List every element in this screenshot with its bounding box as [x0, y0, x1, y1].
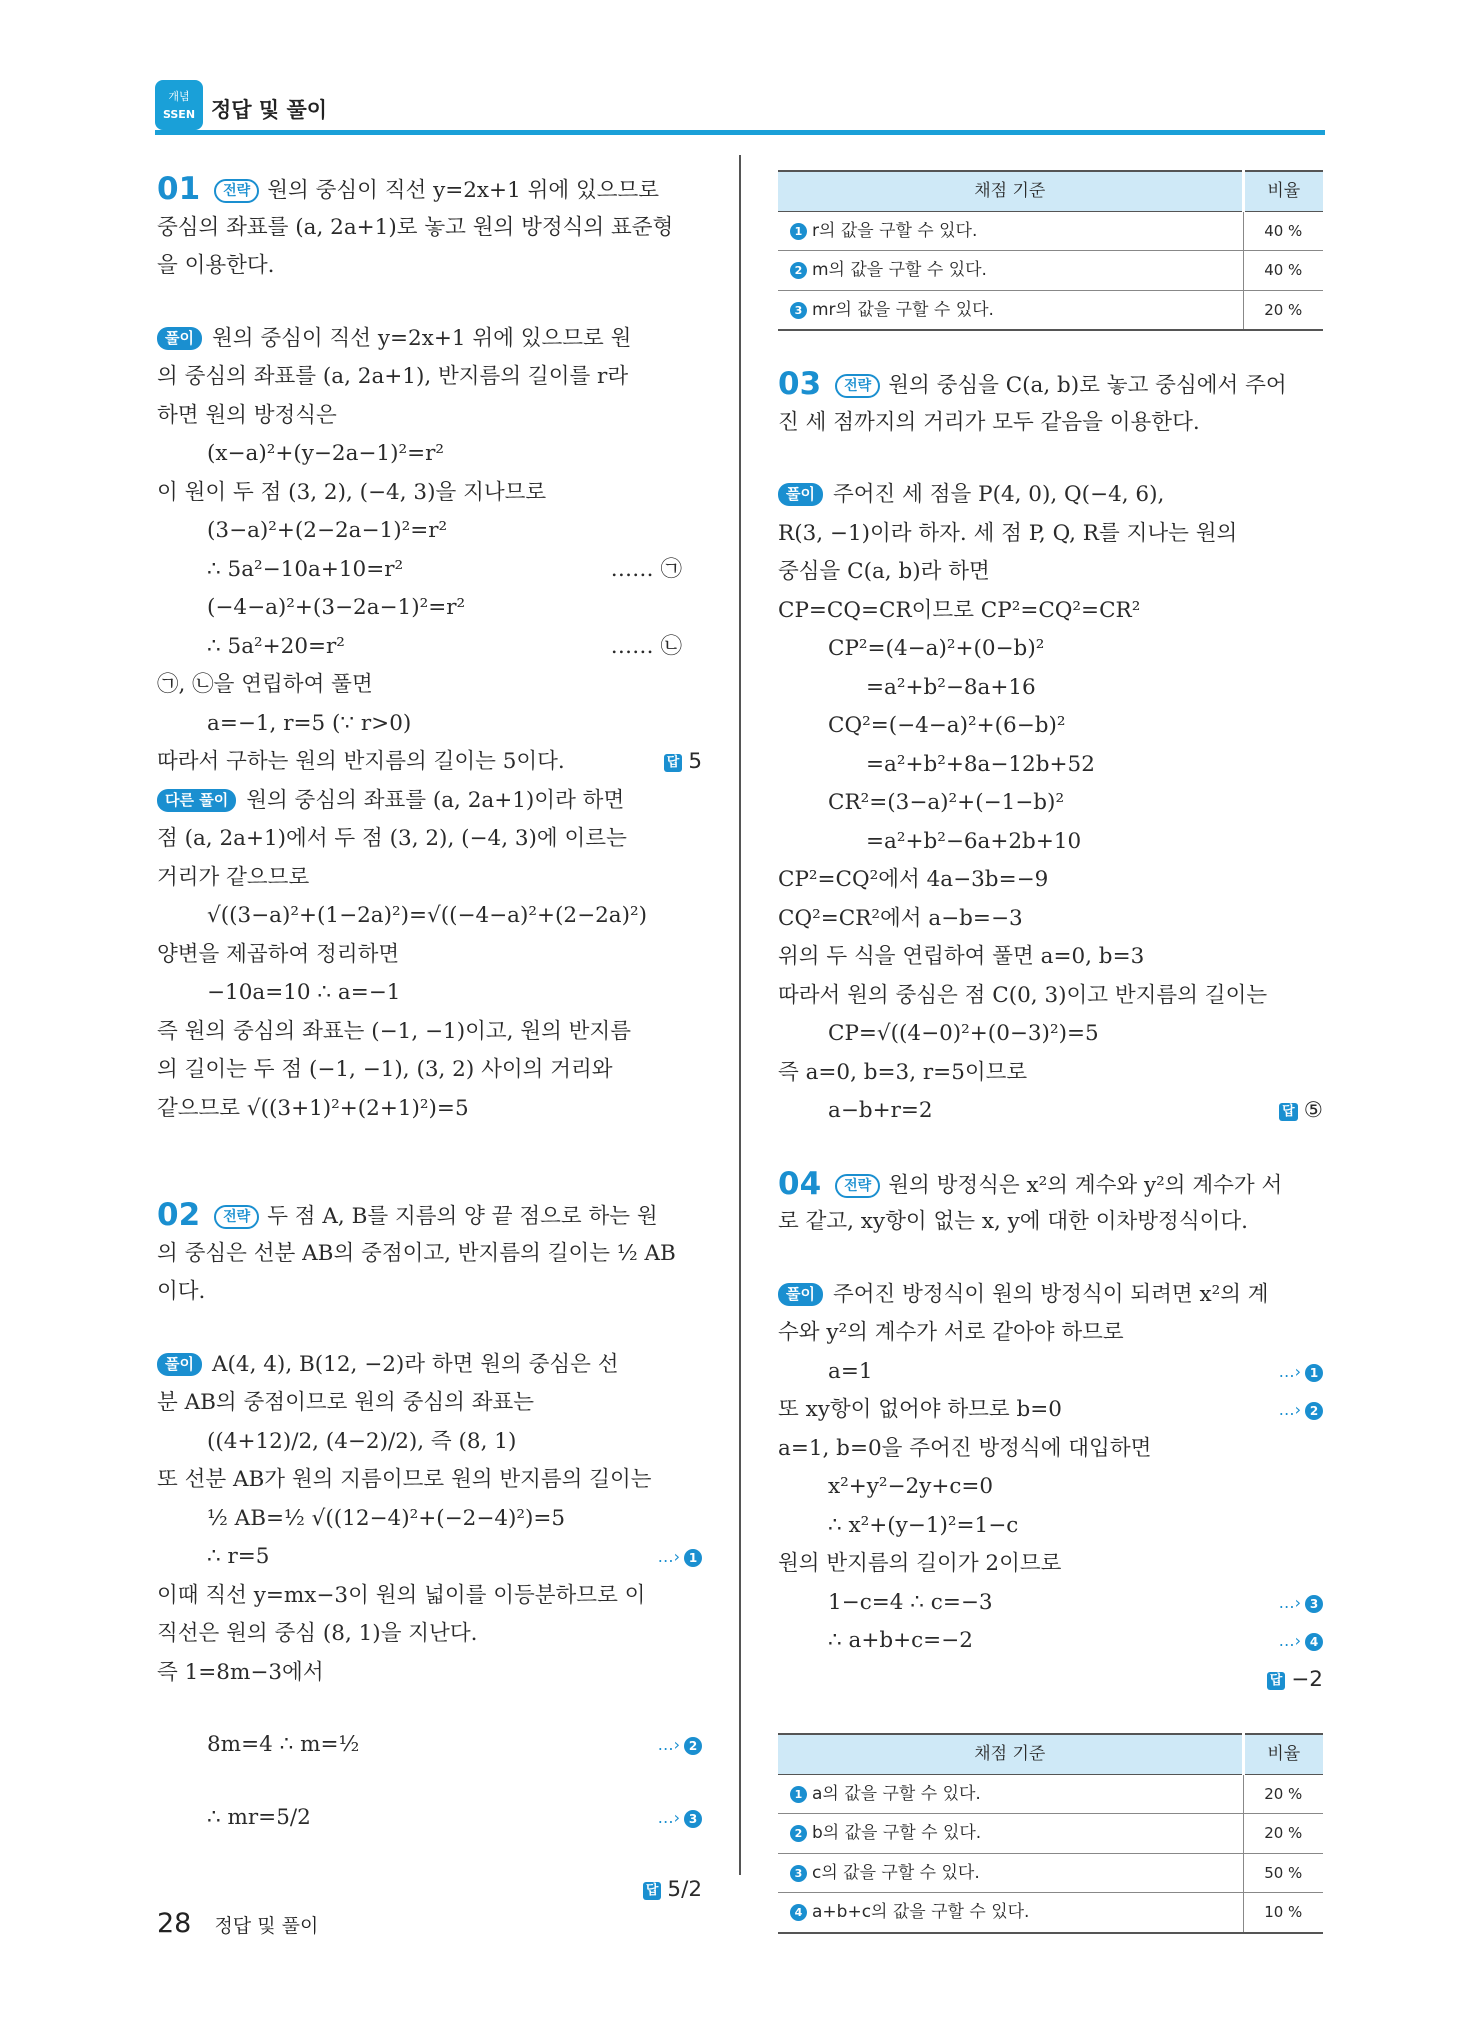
- criteria-text: c의 값을 구할 수 있다.: [812, 1862, 980, 1883]
- line-text: 의 중심은 선분 AB의 중점이고, 반지름의 길이는 ½ AB: [157, 1240, 676, 1266]
- text-line: [778, 1661, 1323, 1700]
- text-line: [778, 669, 1323, 708]
- text-line: [778, 1054, 1323, 1093]
- line-text: a−b+r=2: [828, 1098, 933, 1123]
- step-arrow: …›: [1278, 1592, 1301, 1612]
- step-marker: [1279, 1622, 1323, 1661]
- grading-row: [778, 1893, 1323, 1933]
- line-text: 따라서 구하는 원의 반지름의 길이는 5이다.: [157, 749, 565, 774]
- line-text: =a²+b²−6a+2b+10: [866, 828, 1082, 854]
- strategy-badge: 전략: [214, 1205, 259, 1229]
- line-text: 이 원이 두 점 (3, 2), (−4, 3)을 지나므로: [157, 479, 547, 505]
- spacer: [157, 1692, 702, 1726]
- line-text: ∴ mr=5/2: [207, 1804, 311, 1830]
- text-line: [157, 1871, 702, 1910]
- text-line: [157, 1615, 702, 1654]
- text-line: [157, 209, 702, 248]
- answer-badge: 답: [1267, 1672, 1286, 1690]
- line-text: x²+y²−2y+c=0: [828, 1474, 994, 1499]
- text-line: [778, 823, 1323, 862]
- step-number-badge: 3: [790, 1865, 807, 1882]
- line-text: 을 이용한다.: [157, 253, 275, 278]
- spacer: [778, 1242, 1323, 1276]
- line-text: 하면 원의 방정식은: [157, 402, 337, 428]
- line-text: ∴ x²+(y−1)²=1−c: [828, 1512, 1019, 1538]
- text-line: [157, 1051, 702, 1090]
- line-text: 원의 반지름의 길이가 2이므로: [778, 1551, 1062, 1576]
- text-line: [157, 820, 702, 859]
- text-line: [157, 1577, 702, 1616]
- line-text: CP=√((4−0)²+(0−3)²)=5: [828, 1021, 1099, 1046]
- problem-number: 03: [778, 366, 822, 402]
- spacer: [157, 1765, 702, 1799]
- text-line: [157, 1090, 702, 1129]
- text-line: [778, 1545, 1323, 1584]
- line-text: R(3, −1)이라 하자. 세 점 P, Q, R를 지나는 원의: [778, 520, 1238, 546]
- text-line: [157, 666, 702, 705]
- text-line: [778, 1165, 1323, 1204]
- text-line: [778, 1015, 1323, 1054]
- text-line: [778, 365, 1323, 404]
- text-line: [778, 1622, 1323, 1661]
- equation-ref: …… ㉠: [610, 556, 682, 582]
- answer: [664, 743, 702, 782]
- line-text: 주어진 세 점을 P(4, 0), Q(−4, 6),: [832, 482, 1165, 507]
- answer: [1267, 1661, 1323, 1700]
- line-text: 로 같고, xy항이 없는 x, y에 대한 이차방정식이다.: [778, 1209, 1248, 1234]
- grading-row: [778, 1853, 1323, 1893]
- grading-ratio: 20 %: [1243, 1774, 1323, 1814]
- step-number-badge: 1: [790, 1786, 807, 1803]
- step-marker: [658, 1726, 702, 1765]
- footer-title: 정답 및 풀이: [214, 1915, 319, 1937]
- line-text: 수와 y²의 계수가 서로 같아야 하므로: [778, 1320, 1124, 1345]
- step-marker: [1279, 1353, 1323, 1392]
- text-line: [157, 1346, 702, 1385]
- line-text: =a²+b²+8a−12b+52: [866, 751, 1095, 777]
- text-line: [778, 746, 1323, 785]
- step-number-badge: 4: [1305, 1633, 1323, 1651]
- text-line: [157, 1538, 702, 1577]
- strategy-badge: 전략: [214, 179, 259, 203]
- line-text: ((4+12)/2, (4−2)/2), 즉 (8, 1): [207, 1428, 517, 1454]
- step-marker: [1279, 1391, 1323, 1430]
- spacer: [778, 1131, 1323, 1165]
- text-line: [157, 1384, 702, 1423]
- line-text: 원의 중심이 직선 y=2x+1 위에 있으므로: [267, 178, 660, 203]
- line-text: 즉 원의 중심의 좌표는 (−1, −1)이고, 원의 반지름: [157, 1018, 631, 1044]
- step-arrow: …›: [1278, 1361, 1301, 1381]
- grading-criteria: [778, 251, 1243, 291]
- line-text: (3−a)²+(2−2a−1)²=r²: [207, 518, 448, 543]
- line-text: 두 점 A, B를 지름의 양 끝 점으로 하는 원: [267, 1204, 658, 1229]
- text-line: [157, 1235, 702, 1274]
- strategy-badge: 전략: [835, 1174, 880, 1198]
- grading-criteria: [778, 211, 1243, 251]
- text-line: [157, 358, 702, 397]
- grading-header-ratio: 비율: [1243, 171, 1323, 211]
- right-column: [778, 170, 1323, 1934]
- grading-row: [778, 1774, 1323, 1814]
- grading-row: [778, 211, 1323, 251]
- text-line: [157, 1013, 702, 1052]
- text-line: [778, 1276, 1323, 1315]
- text-line: [157, 1196, 702, 1235]
- line-text: 거리가 같으므로: [157, 864, 310, 890]
- text-line: [157, 320, 702, 359]
- problem-number: 02: [157, 1197, 201, 1233]
- grading-header-criteria: 채점 기준: [778, 1734, 1243, 1774]
- text-line: [157, 512, 702, 551]
- grading-ratio: 40 %: [1243, 211, 1323, 251]
- solution-badge: 풀이: [157, 1353, 202, 1376]
- text-line: [778, 1092, 1323, 1131]
- line-text: 따라서 원의 중심은 점 C(0, 3)이고 반지름의 길이는: [778, 982, 1268, 1008]
- step-number-badge: 1: [684, 1549, 702, 1567]
- line-text: ㉠, ㉡을 연립하여 풀면: [157, 672, 373, 697]
- svg-text:개념: 개념: [168, 90, 190, 103]
- text-line: [778, 861, 1323, 900]
- step-number-badge: 3: [684, 1810, 702, 1828]
- line-text: CR²=(3−a)²+(−1−b)²: [828, 790, 1065, 815]
- step-number-badge: 2: [1305, 1402, 1323, 1420]
- answer-badge: 답: [1279, 1103, 1298, 1121]
- grading-row: [778, 251, 1323, 291]
- line-text: 이때 직선 y=mx−3이 원의 넓이를 이등분하므로 이: [157, 1582, 646, 1608]
- line-text: 또 xy항이 없어야 하므로 b=0: [778, 1397, 1062, 1422]
- criteria-text: a의 값을 구할 수 있다.: [812, 1783, 981, 1804]
- step-arrow: …›: [657, 1807, 680, 1827]
- grading-criteria: [778, 1774, 1243, 1814]
- line-text: 같으므로 √((3+1)²+(2+1)²)=5: [157, 1095, 469, 1121]
- line-text: 직선은 원의 중심 (8, 1)을 지난다.: [157, 1621, 478, 1646]
- spacer: [778, 442, 1323, 476]
- answer-badge: 답: [643, 1882, 662, 1900]
- line-text: ½ AB=½ √((12−4)²+(−2−4)²)=5: [207, 1505, 566, 1531]
- text-line: [778, 1391, 1323, 1430]
- grading-criteria: [778, 1814, 1243, 1854]
- step-marker: [658, 1538, 702, 1577]
- text-line: [778, 977, 1323, 1016]
- text-line: [157, 551, 702, 590]
- line-text: 주어진 방정식이 원의 방정식이 되려면 x²의 계: [832, 1281, 1269, 1307]
- spacer: [778, 1699, 1323, 1733]
- step-arrow: …›: [1278, 1631, 1301, 1650]
- line-text: a=1, b=0을 주어진 방정식에 대입하면: [778, 1435, 1152, 1461]
- criteria-text: mr의 값을 구할 수 있다.: [812, 299, 994, 320]
- text-line: [157, 589, 702, 628]
- step-number-badge: 1: [1305, 1364, 1323, 1382]
- ssen-logo: [155, 80, 203, 130]
- answer-badge: 답: [664, 754, 683, 772]
- answer-value: ⑤: [1303, 1098, 1323, 1123]
- line-text: 의 중심의 좌표를 (a, 2a+1), 반지름의 길이를 r라: [157, 364, 629, 389]
- solution-badge: 풀이: [778, 1283, 823, 1306]
- alt-solution-badge: 다른 풀이: [157, 789, 236, 812]
- text-line: [778, 707, 1323, 746]
- header-title: 정답 및 풀이: [211, 98, 328, 122]
- line-text: 즉 1=8m−3에서: [157, 1659, 324, 1685]
- solution-badge: 풀이: [157, 327, 202, 350]
- text-line: [157, 474, 702, 513]
- text-line: [157, 170, 702, 209]
- line-text: 원의 중심을 C(a, b)로 놓고 중심에서 주어: [888, 373, 1287, 398]
- spacer: [778, 331, 1323, 365]
- text-line: [157, 1461, 702, 1500]
- step-marker: [1279, 1584, 1323, 1623]
- line-text: 점 (a, 2a+1)에서 두 점 (3, 2), (−4, 3)에 이르는: [157, 826, 627, 851]
- step-number-badge: 3: [1305, 1595, 1323, 1613]
- grading-criteria: [778, 1853, 1243, 1893]
- criteria-text: m의 값을 구할 수 있다.: [812, 260, 987, 280]
- text-line: [778, 592, 1323, 631]
- grading-ratio: 40 %: [1243, 251, 1323, 291]
- text-line: [778, 1468, 1323, 1507]
- page-number: 28: [157, 1908, 192, 1939]
- step-marker: [658, 1799, 702, 1838]
- text-line: [778, 553, 1323, 592]
- text-line: [778, 1314, 1323, 1353]
- text-line: [778, 1507, 1323, 1546]
- spacer: [157, 1837, 702, 1871]
- text-line: [778, 404, 1323, 443]
- text-line: [157, 1799, 702, 1838]
- line-text: a=1: [828, 1358, 873, 1384]
- grading-ratio: 20 %: [1243, 1814, 1323, 1854]
- line-text: CQ²=(−4−a)²+(6−b)²: [828, 713, 1066, 738]
- step-number-badge: 1: [790, 223, 807, 240]
- text-line: [778, 784, 1323, 823]
- grading-row: [778, 290, 1323, 330]
- line-text: ∴ 5a²−10a+10=r²: [207, 556, 404, 582]
- step-arrow: …›: [1278, 1400, 1301, 1419]
- step-number-badge: 3: [790, 302, 807, 319]
- spacer: [157, 1312, 702, 1346]
- grading-criteria: [778, 290, 1243, 330]
- line-text: −10a=10 ∴ a=−1: [207, 980, 401, 1005]
- line-text: √((3−a)²+(1−2a)²)=√((−4−a)²+(2−2a)²): [207, 903, 647, 928]
- line-text: ∴ a+b+c=−2: [828, 1628, 973, 1653]
- grading-header-ratio: 비율: [1243, 1734, 1323, 1774]
- criteria-text: r의 값을 구할 수 있다.: [812, 220, 978, 241]
- text-line: [157, 1500, 702, 1539]
- text-line: [778, 630, 1323, 669]
- grading-row: [778, 1814, 1323, 1854]
- answer: [1279, 1092, 1323, 1131]
- text-line: [157, 743, 702, 782]
- grading-header-criteria: 채점 기준: [778, 171, 1243, 211]
- step-number-badge: 2: [790, 262, 807, 279]
- line-text: ∴ 5a²+20=r²: [207, 633, 345, 659]
- line-text: 또 선분 AB가 원의 지름이므로 원의 반지름의 길이는: [157, 1467, 652, 1492]
- line-text: CQ²=CR²에서 a−b=−3: [778, 905, 1023, 931]
- step-arrow: …›: [657, 1735, 680, 1754]
- grading-ratio: 20 %: [1243, 290, 1323, 330]
- line-text: 분 AB의 중점이므로 원의 중심의 좌표는: [157, 1390, 535, 1415]
- line-text: 원의 중심의 좌표를 (a, 2a+1)이라 하면: [246, 787, 625, 813]
- line-text: a=−1, r=5 (∵ r>0): [207, 710, 412, 736]
- line-text: 진 세 점까지의 거리가 모두 같음을 이용한다.: [778, 409, 1200, 435]
- column-divider: [739, 155, 741, 1875]
- answer-value: 5: [688, 749, 702, 774]
- line-text: =a²+b²−8a+16: [866, 674, 1036, 700]
- svg-text:SSEN: SSEN: [162, 108, 196, 121]
- line-text: 8m=4 ∴ m=½: [207, 1732, 360, 1757]
- line-text: 즉 a=0, b=3, r=5이므로: [778, 1059, 1028, 1085]
- page-footer: [157, 1908, 318, 1939]
- page-header: [155, 80, 1325, 136]
- text-line: [157, 247, 702, 286]
- line-text: CP²=CQ²에서 4a−3b=−9: [778, 867, 1049, 892]
- criteria-text: a+b+c의 값을 구할 수 있다.: [812, 1902, 1030, 1922]
- line-text: 중심을 C(a, b)라 하면: [778, 559, 990, 584]
- text-line: [157, 1273, 702, 1312]
- line-text: 원의 방정식은 x²의 계수와 y²의 계수가 서: [888, 1172, 1283, 1198]
- line-text: CP=CQ=CR이므로 CP²=CQ²=CR²: [778, 597, 1141, 623]
- step-number-badge: 4: [790, 1904, 807, 1921]
- text-line: [157, 628, 702, 667]
- solution-badge: 풀이: [778, 483, 823, 506]
- line-text: 이다.: [157, 1279, 206, 1304]
- text-line: [778, 476, 1323, 515]
- text-line: [778, 1584, 1323, 1623]
- step-number-badge: 2: [790, 1825, 807, 1842]
- text-line: [778, 1353, 1323, 1392]
- criteria-text: b의 값을 구할 수 있다.: [812, 1823, 982, 1843]
- spacer: [157, 1162, 702, 1196]
- line-text: 1−c=4 ∴ c=−3: [828, 1589, 993, 1615]
- line-text: (x−a)²+(y−2a−1)²=r²: [207, 441, 445, 466]
- line-text: 원의 중심이 직선 y=2x+1 위에 있으므로 원: [211, 325, 632, 351]
- line-text: 의 길이는 두 점 (−1, −1), (3, 2) 사이의 거리와: [157, 1057, 613, 1082]
- text-line: [157, 1423, 702, 1462]
- line-text: (−4−a)²+(3−2a−1)²=r²: [207, 595, 466, 620]
- text-line: [157, 782, 702, 821]
- grading-ratio: 50 %: [1243, 1853, 1323, 1893]
- line-text: 양변을 제곱하여 정리하면: [157, 941, 400, 967]
- line-text: ∴ r=5: [207, 1544, 270, 1569]
- line-text: 위의 두 식을 연립하여 풀면 a=0, b=3: [778, 944, 1145, 969]
- spacer: [157, 1128, 702, 1162]
- text-line: [157, 435, 702, 474]
- text-line: [778, 1430, 1323, 1469]
- text-line: [778, 900, 1323, 939]
- answer-value: −2: [1291, 1666, 1323, 1692]
- text-line: [778, 938, 1323, 977]
- spacer: [157, 286, 702, 320]
- line-text: CP²=(4−a)²+(0−b)²: [828, 636, 1045, 661]
- text-line: [157, 936, 702, 975]
- text-line: [157, 705, 702, 744]
- text-line: [157, 859, 702, 898]
- text-line: [157, 1654, 702, 1693]
- equation-ref: …… ㉡: [610, 633, 682, 659]
- strategy-badge: 전략: [835, 374, 880, 398]
- grading-table: [778, 1733, 1323, 1934]
- line-text: A(4, 4), B(12, −2)라 하면 원의 중심은 선: [211, 1351, 619, 1377]
- text-line: [157, 397, 702, 436]
- text-line: [778, 515, 1323, 554]
- text-line: [157, 897, 702, 936]
- text-line: [778, 1203, 1323, 1242]
- header-rule: [155, 130, 1325, 135]
- left-column: [157, 170, 702, 1910]
- line-text: 중심의 좌표를 (a, 2a+1)로 놓고 원의 방정식의 표준형: [157, 214, 674, 240]
- text-line: [157, 1726, 702, 1765]
- grading-ratio: 10 %: [1243, 1893, 1323, 1933]
- grading-table: [778, 170, 1323, 331]
- step-number-badge: 2: [684, 1737, 702, 1755]
- problem-number: 01: [157, 171, 201, 207]
- answer-value: 5/2: [667, 1877, 702, 1902]
- step-arrow: …›: [657, 1547, 680, 1566]
- problem-number: 04: [778, 1165, 822, 1202]
- text-line: [157, 974, 702, 1013]
- grading-criteria: [778, 1893, 1243, 1933]
- answer: [643, 1871, 702, 1910]
